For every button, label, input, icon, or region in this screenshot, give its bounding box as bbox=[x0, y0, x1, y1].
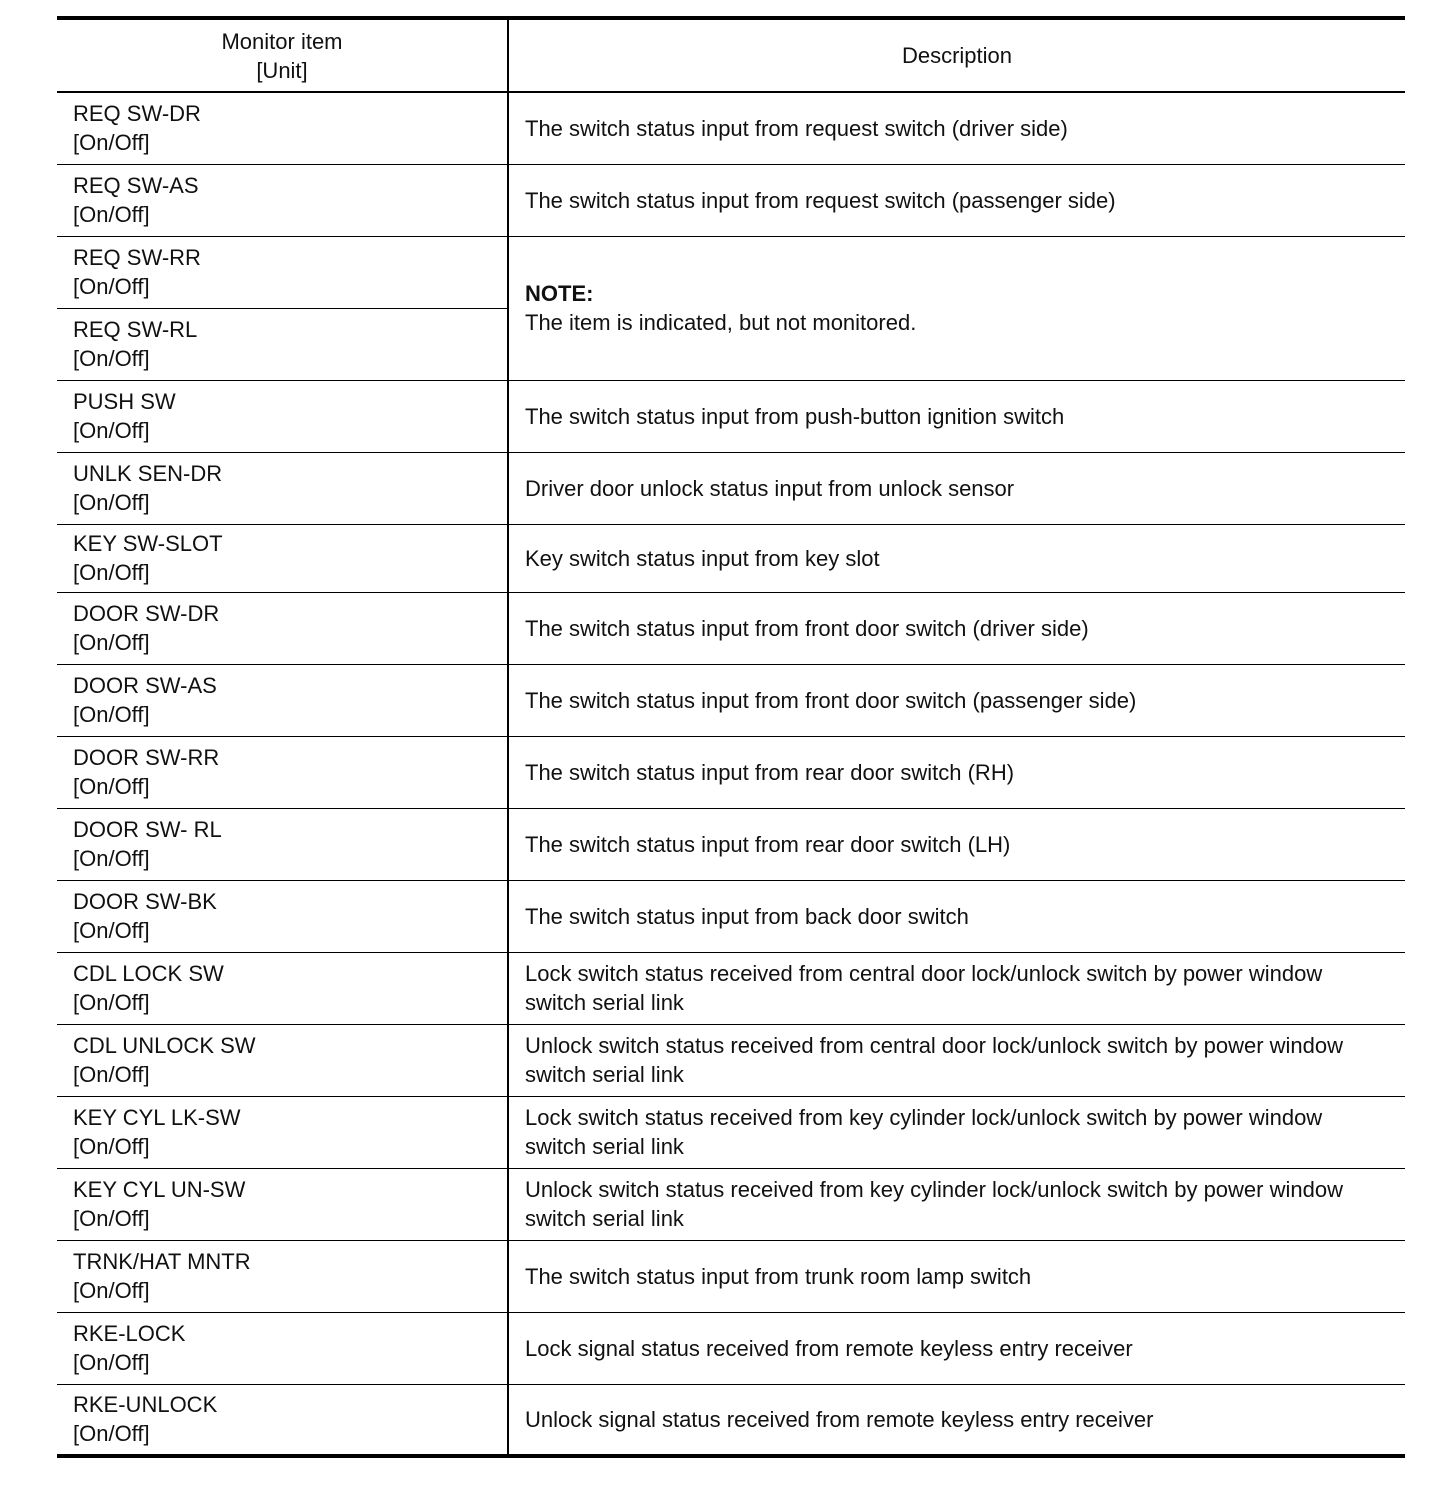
item-name: DOOR SW- RL bbox=[73, 817, 222, 842]
item-unit: [On/Off] bbox=[73, 630, 150, 655]
description-line: Lock switch status received from key cylinder lock/unlock switch by power window bbox=[525, 1105, 1323, 1130]
table-row bbox=[57, 1096, 1405, 1168]
monitor-item-cell bbox=[57, 880, 508, 952]
item-name: KEY SW-SLOT bbox=[73, 531, 223, 556]
monitor-item-cell bbox=[57, 1312, 508, 1384]
description-cell: The switch status input from back door switch bbox=[508, 880, 1405, 952]
monitor-item-cell bbox=[57, 380, 508, 452]
description-cell bbox=[508, 1096, 1405, 1168]
table-row bbox=[57, 524, 1405, 592]
item-unit: [On/Off] bbox=[73, 1421, 150, 1447]
monitor-item-cell bbox=[57, 308, 508, 380]
description-cell: The switch status input from front door switch (passenger side) bbox=[508, 664, 1405, 736]
header-monitor-item bbox=[57, 18, 508, 92]
item-name: REQ SW-RR bbox=[73, 245, 201, 270]
table-row bbox=[57, 952, 1405, 1024]
item-name: CDL LOCK SW bbox=[73, 961, 224, 986]
item-name: KEY CYL UN-SW bbox=[73, 1177, 246, 1202]
item-unit: [On/Off] bbox=[73, 202, 150, 227]
item-unit: [On/Off] bbox=[73, 1062, 150, 1087]
item-name: DOOR SW-BK bbox=[73, 889, 217, 914]
description-line: Unlock switch status received from central door lock/unlock switch by power window bbox=[525, 1033, 1343, 1058]
description-cell: The switch status input from push-button ignition switch bbox=[508, 380, 1405, 452]
monitor-item-cell bbox=[57, 1024, 508, 1096]
description-line: Unlock switch status received from key cylinder lock/unlock switch by power window bbox=[525, 1177, 1343, 1202]
header-description: Description bbox=[508, 18, 1405, 92]
table-row bbox=[57, 236, 1405, 308]
item-unit: [On/Off] bbox=[73, 702, 150, 727]
monitor-item-cell bbox=[57, 1240, 508, 1312]
description-cell: Driver door unlock status input from unlock sensor bbox=[508, 452, 1405, 524]
monitor-item-cell bbox=[57, 1384, 508, 1456]
table-row bbox=[57, 592, 1405, 664]
table-row bbox=[57, 380, 1405, 452]
item-unit: [On/Off] bbox=[73, 346, 150, 371]
item-name: RKE-UNLOCK bbox=[73, 1392, 218, 1418]
table-row bbox=[57, 808, 1405, 880]
monitor-item-table bbox=[57, 16, 1405, 1458]
table-row bbox=[57, 92, 1405, 164]
description-cell: Key switch status input from key slot bbox=[508, 524, 1405, 592]
table-row bbox=[57, 880, 1405, 952]
monitor-item-cell bbox=[57, 524, 508, 592]
monitor-item-cell bbox=[57, 452, 508, 524]
note-text: The item is indicated, but not monitored. bbox=[525, 310, 917, 335]
item-name: REQ SW-RL bbox=[73, 317, 198, 342]
monitor-item-cell bbox=[57, 952, 508, 1024]
item-name: PUSH SW bbox=[73, 389, 176, 414]
item-unit: [On/Off] bbox=[73, 1278, 150, 1303]
item-name: RKE-LOCK bbox=[73, 1321, 186, 1346]
table-row bbox=[57, 164, 1405, 236]
item-unit: [On/Off] bbox=[73, 846, 150, 871]
note-cell bbox=[508, 236, 1405, 380]
table-row bbox=[57, 1384, 1405, 1456]
item-name: DOOR SW-RR bbox=[73, 745, 220, 770]
item-unit: [On/Off] bbox=[73, 130, 150, 156]
monitor-item-cell bbox=[57, 1168, 508, 1240]
monitor-item-cell bbox=[57, 736, 508, 808]
monitor-item-cell bbox=[57, 92, 508, 164]
description-cell: The switch status input from request switch (passenger side) bbox=[508, 164, 1405, 236]
item-unit: [On/Off] bbox=[73, 1134, 150, 1159]
description-cell: The switch status input from rear door switch (RH) bbox=[508, 736, 1405, 808]
table-row bbox=[57, 452, 1405, 524]
item-name: DOOR SW-DR bbox=[73, 601, 220, 626]
description-cell bbox=[508, 952, 1405, 1024]
description-line: switch serial link bbox=[525, 990, 684, 1015]
monitor-item-cell bbox=[57, 1096, 508, 1168]
item-unit: [On/Off] bbox=[73, 274, 150, 299]
item-name: DOOR SW-AS bbox=[73, 673, 217, 698]
item-unit: [On/Off] bbox=[73, 1350, 150, 1375]
table-row bbox=[57, 1240, 1405, 1312]
description-cell bbox=[508, 1168, 1405, 1240]
table-header-row bbox=[57, 18, 1405, 92]
description-line: Lock switch status received from central door lock/unlock switch by power window bbox=[525, 961, 1323, 986]
monitor-item-cell bbox=[57, 808, 508, 880]
description-cell bbox=[508, 1024, 1405, 1096]
item-name: UNLK SEN-DR bbox=[73, 461, 223, 486]
description-line: switch serial link bbox=[525, 1062, 684, 1087]
description-cell: The switch status input from rear door switch (LH) bbox=[508, 808, 1405, 880]
monitor-item-cell bbox=[57, 164, 508, 236]
monitor-item-cell bbox=[57, 236, 508, 308]
description-line: switch serial link bbox=[525, 1206, 684, 1231]
table-row bbox=[57, 736, 1405, 808]
description-cell: Lock signal status received from remote keyless entry receiver bbox=[508, 1312, 1405, 1384]
description-cell: The switch status input from request switch (driver side) bbox=[508, 92, 1405, 164]
item-name: CDL UNLOCK SW bbox=[73, 1033, 256, 1058]
item-unit: [On/Off] bbox=[73, 774, 150, 799]
item-name: REQ SW-AS bbox=[73, 173, 199, 198]
description-cell: The switch status input from trunk room lamp switch bbox=[508, 1240, 1405, 1312]
item-unit: [On/Off] bbox=[73, 990, 150, 1015]
header-unit-label: [Unit] bbox=[256, 57, 308, 83]
item-name: TRNK/HAT MNTR bbox=[73, 1249, 251, 1274]
table-row bbox=[57, 1024, 1405, 1096]
description-cell: Unlock signal status received from remote keyless entry receiver bbox=[508, 1384, 1405, 1456]
item-unit: [On/Off] bbox=[73, 918, 150, 943]
item-unit: [On/Off] bbox=[73, 418, 150, 443]
item-name: REQ SW-DR bbox=[73, 101, 201, 127]
note-title: NOTE: bbox=[525, 281, 594, 306]
table-row bbox=[57, 664, 1405, 736]
description-cell: The switch status input from front door switch (driver side) bbox=[508, 592, 1405, 664]
table-row bbox=[57, 1168, 1405, 1240]
description-line: switch serial link bbox=[525, 1134, 684, 1159]
header-monitor-item-label: Monitor item bbox=[221, 28, 343, 54]
monitor-item-cell bbox=[57, 592, 508, 664]
item-unit: [On/Off] bbox=[73, 490, 150, 515]
monitor-item-cell bbox=[57, 664, 508, 736]
table-row bbox=[57, 1312, 1405, 1384]
item-unit: [On/Off] bbox=[73, 560, 150, 585]
item-unit: [On/Off] bbox=[73, 1206, 150, 1231]
item-name: KEY CYL LK-SW bbox=[73, 1105, 241, 1130]
